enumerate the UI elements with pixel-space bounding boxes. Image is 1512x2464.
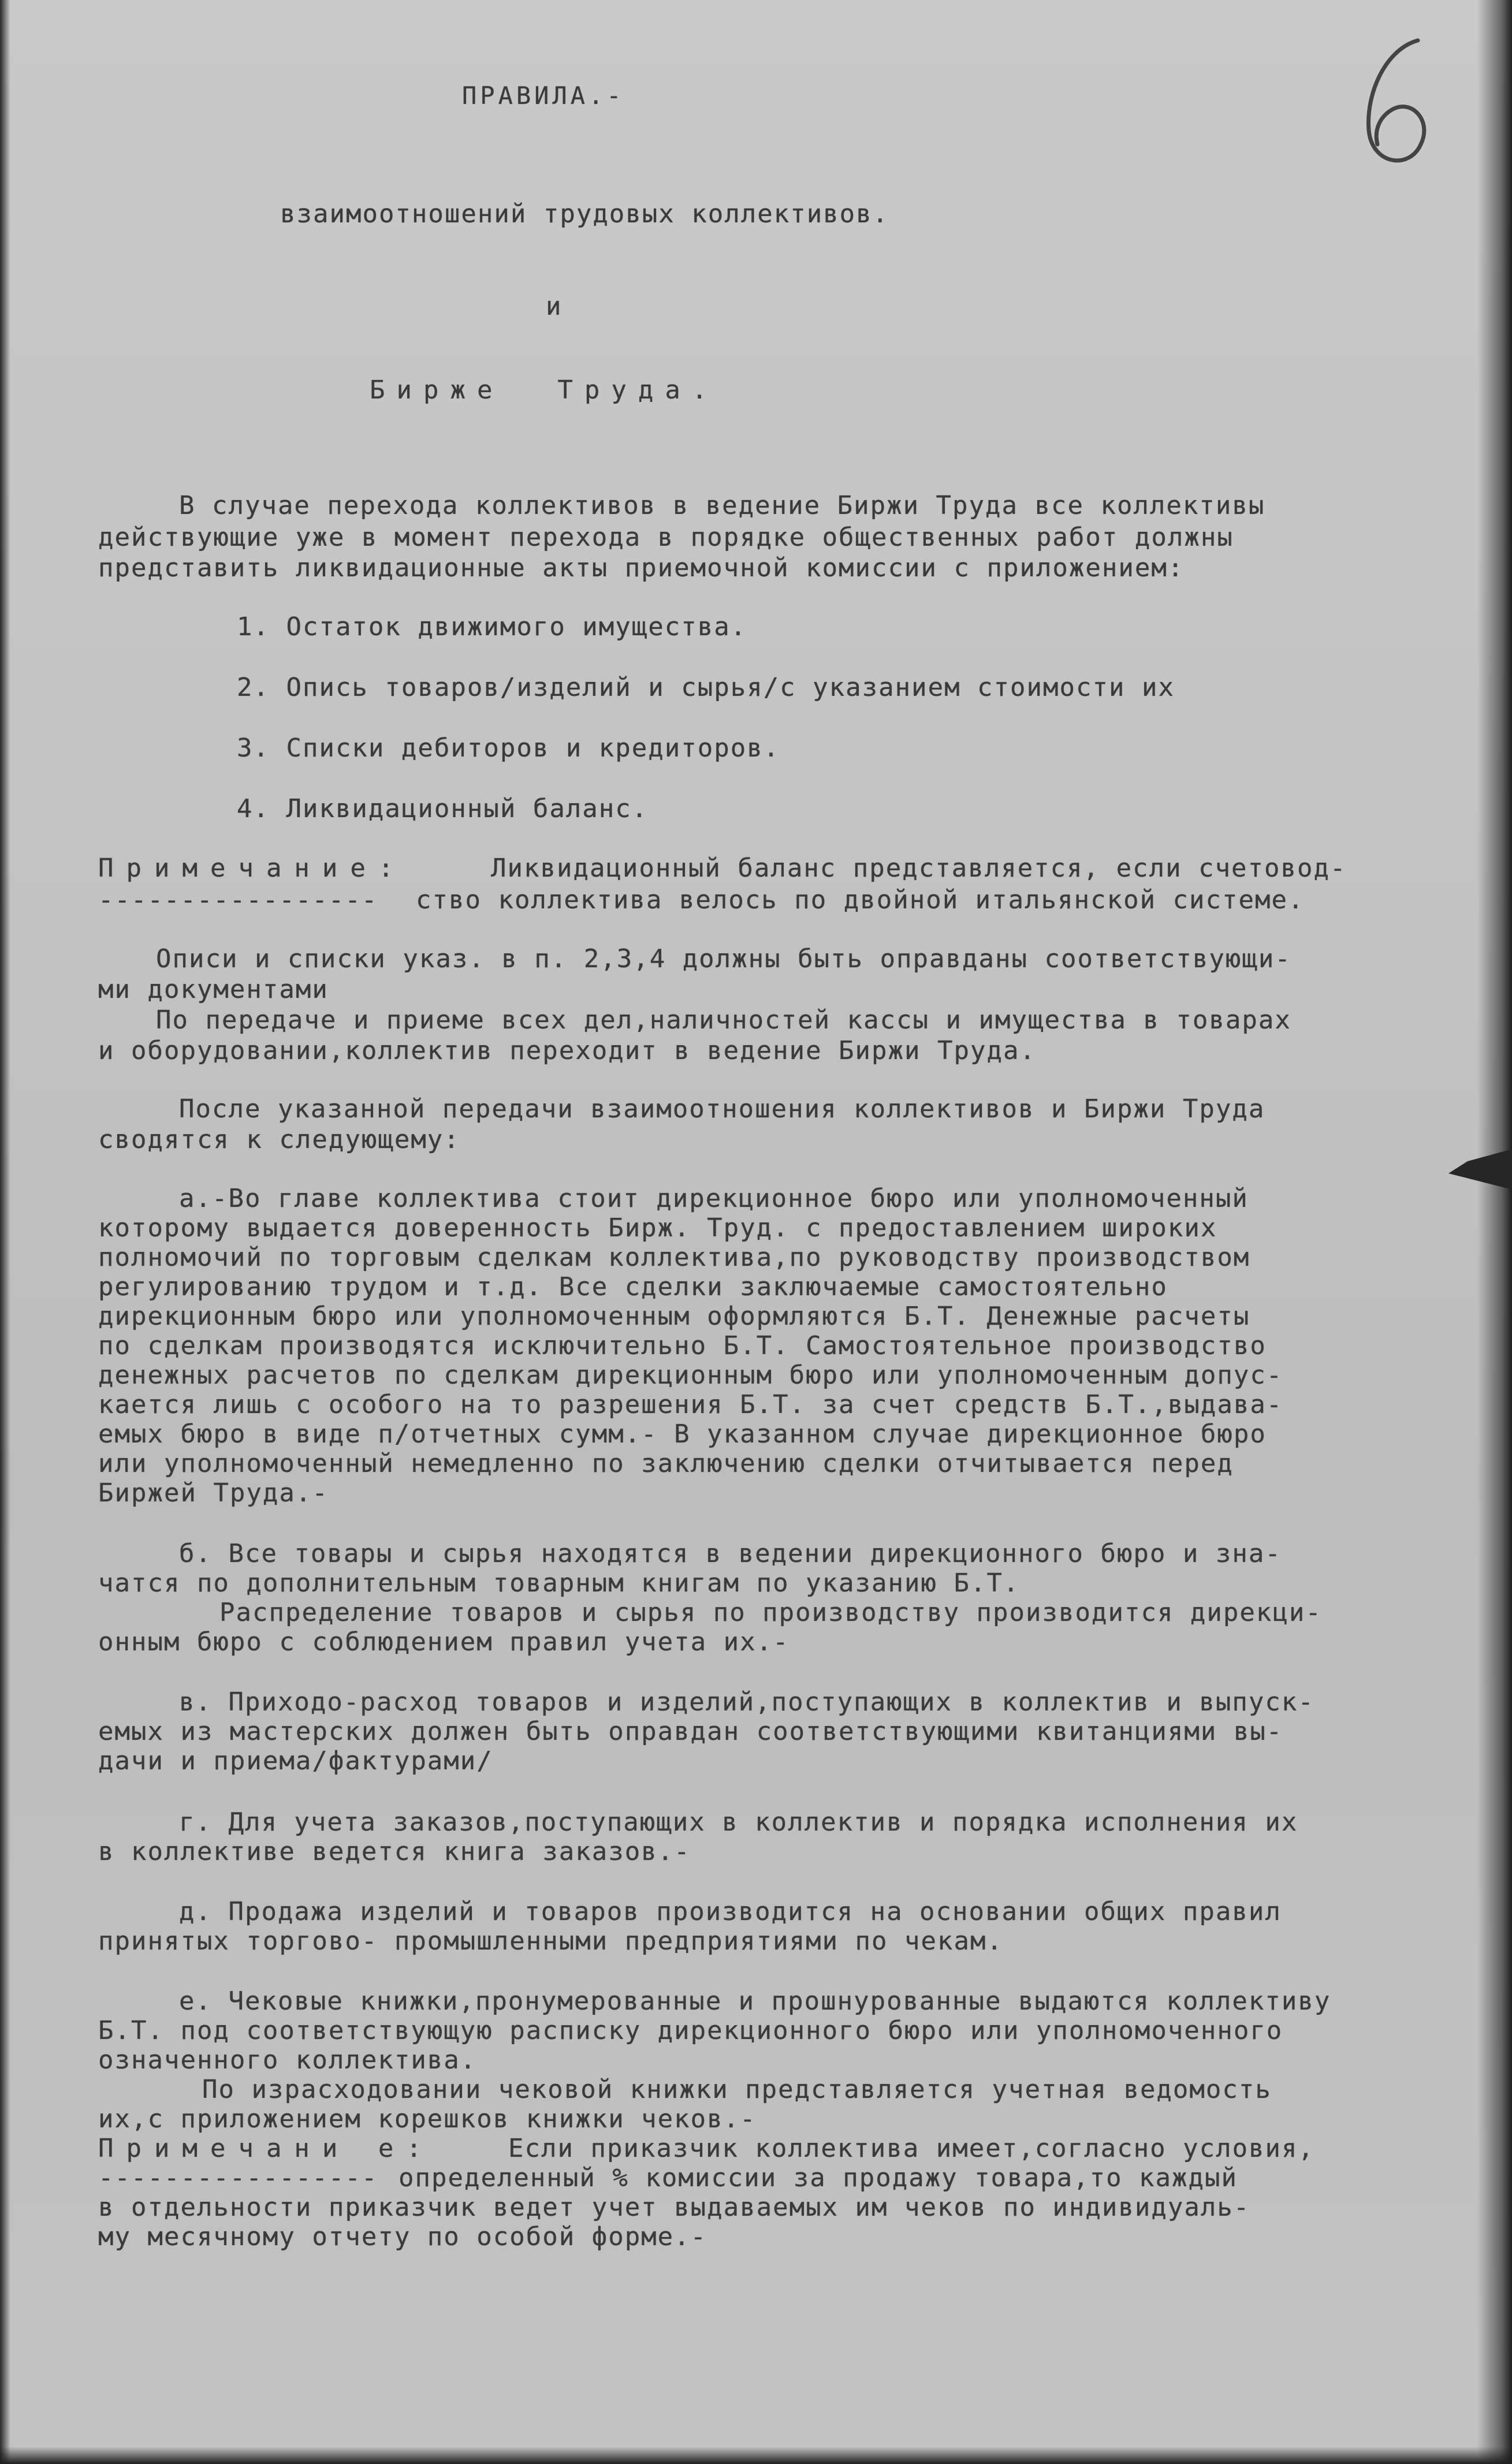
para-a-line: полномочий по торговым сделкам коллектива,по руководству производством xyxy=(98,1243,1250,1272)
after-line-1: После указанной передачи взаимоотношения коллективов и Биржи Труда xyxy=(179,1094,1265,1124)
para-v-line: емых из мастерских должен быть оправдан соответствующими квитанциями вы- xyxy=(98,1717,1283,1746)
note-1-heading: Примечание: xyxy=(98,853,407,883)
after-line-2: сводятся к следующему: xyxy=(98,1125,460,1154)
note-1-dashes: ----------------- xyxy=(98,885,378,915)
intro-line-1: В случае перехода коллективов в ведение Биржи Труда все коллективы xyxy=(179,491,1265,520)
note-2-line-1: Если приказчик коллектива имеет,согласно условия, xyxy=(508,2134,1315,2163)
para-a-line: кается лишь с особого на то разрешения Б.Т. за счет средств Б.Т.,выдава- xyxy=(98,1390,1283,1419)
para-d-line: д. Продажа изделий и товаров производится на основании общих правил xyxy=(179,1897,1282,1926)
list-item: 3. Списки дебиторов и кредиторов. xyxy=(237,733,780,763)
para-a-line: которому выдается доверенность Бирж. Труд. с предоставлением широких xyxy=(98,1213,1217,1243)
docs-line-4: и оборудовании,коллектив переходит в ведение Биржи Труда. xyxy=(98,1036,1036,1065)
document-title: ПРАВИЛА.- xyxy=(462,81,625,110)
scan-edge-bottom xyxy=(0,2447,1512,2464)
docs-line-1: Описи и списки указ. в п. 2,3,4 должны быть оправданы соответствующи- xyxy=(156,944,1291,974)
scan-edge-left xyxy=(0,0,10,2464)
para-v-line: дачи и приема/фактурами/ xyxy=(98,1746,493,1776)
para-b-line: чатся по дополнительным товарным книгам по указанию Б.Т. xyxy=(98,1568,1020,1598)
para-e-line: означенного коллектива. xyxy=(98,2045,477,2075)
para-d-line: принятых торгово- промышленными предприятиями по чекам. xyxy=(98,1926,1003,1956)
document-conjunction: и xyxy=(546,292,563,321)
list-item: 4. Ликвидационный баланс. xyxy=(237,794,649,823)
list-item: 2. Опись товаров/изделий и сырья/с указанием стоимости их xyxy=(237,673,1175,702)
note-2-rest: в отдельности приказчик ведет учет выдаваемых им чеков по индивидуаль- xyxy=(98,2193,1250,2222)
para-a-line: или уполномоченный немедленно по заключению сделки отчитывается перед xyxy=(98,1449,1234,1478)
para-a-line: дирекционным бюро или уполномоченным оформляются Б.Т. Денежные расчеты xyxy=(98,1302,1250,1331)
para-a-line: по сделкам производятся исключительно Б.Т. Самостоятельное производство xyxy=(98,1331,1267,1360)
note-2-dashes: ----------------- xyxy=(98,2163,378,2193)
docs-line-2: ми документами xyxy=(98,975,329,1004)
para-a-line: Биржей Труда.- xyxy=(98,1478,329,1508)
intro-line-3: представить ликвидационные акты приемочной комиссии с приложением: xyxy=(98,553,1185,583)
para-v-line: в. Приходо-расход товаров и изделий,поступающих в коллектив и выпуск- xyxy=(179,1687,1314,1717)
para-e-line: По израсходовании чековой книжки представляется учетная ведомость xyxy=(202,2075,1272,2104)
list-item: 1. Остаток движимого имущества. xyxy=(237,612,747,642)
note-1-line-2: ство коллектива велось по двойной итальянской системе. xyxy=(416,885,1305,915)
para-e-line: Б.Т. под соответствующую расписку дирекционного бюро или уполномоченного xyxy=(98,2016,1283,2045)
para-g-line: в коллективе ведется книга заказов.- xyxy=(98,1837,691,1866)
para-g-line: г. Для учета заказов,поступающих в коллектив и порядка исполнения их xyxy=(179,1807,1298,1837)
handwritten-page-number xyxy=(1346,29,1444,179)
note-2-heading: Примечани е: xyxy=(98,2134,434,2163)
docs-line-3: По передаче и приеме всех дел,наличностей кассы и имущества в товарах xyxy=(156,1005,1291,1035)
para-a-line: регулированию трудом и т.д. Все сделки заключаемые самостоятельно xyxy=(98,1272,1168,1302)
para-b-line: Распределение товаров и сырья по производству производится дирекци- xyxy=(219,1598,1322,1627)
scan-edge-right xyxy=(1477,0,1512,2464)
note-2-rest: му месячному отчету по особой форме.- xyxy=(98,2222,707,2251)
para-e-line: е. Чековые книжки,пронумерованные и прошнурованные выдаются коллективу xyxy=(179,1986,1331,2016)
para-b-line: онным бюро с соблюдением правил учета их.- xyxy=(98,1627,789,1657)
para-b-line: б. Все товары и сырья находятся в ведении дирекционного бюро и зна- xyxy=(179,1539,1282,1568)
document-subtitle: взаимоотношений трудовых коллективов. xyxy=(280,199,889,229)
note-2-line-2: определенный % комиссии за продажу товара,то каждый xyxy=(399,2163,1238,2193)
document-subtitle-2: Бирже Труда. xyxy=(370,375,719,405)
para-a-line: денежных расчетов по сделкам дирекционным бюро или уполномоченным допус- xyxy=(98,1360,1283,1390)
note-1-line-1: Ликвидационный баланс представляется, если счетовод- xyxy=(491,853,1347,883)
para-a-line: а.-Во главе коллектива стоит дирекционное бюро или уполномоченный xyxy=(179,1184,1249,1213)
para-a-line: емых бюро в виде п/отчетных сумм.- В указанном случае дирекционное бюро xyxy=(98,1419,1267,1449)
para-e-line: их,с приложением корешков книжки чеков.- xyxy=(98,2104,757,2134)
intro-line-2: действующие уже в момент перехода в порядке общественных работ должны xyxy=(98,523,1234,552)
